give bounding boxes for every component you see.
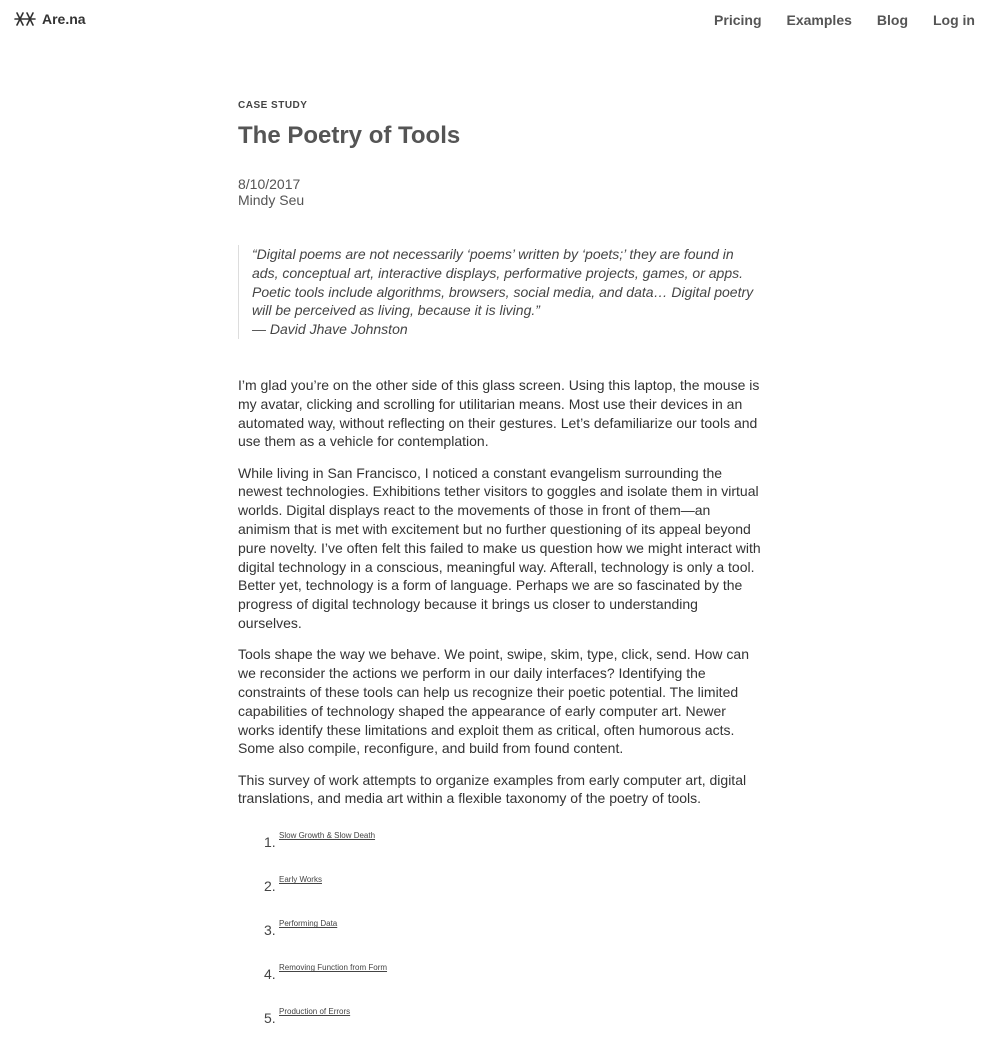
toc-link-performing-data[interactable]: Performing Data xyxy=(279,919,338,929)
article-date: 8/10/2017 xyxy=(238,176,301,192)
nav-examples-link[interactable]: Examples xyxy=(786,12,852,28)
toc-link-early-works[interactable]: Early Works xyxy=(279,875,322,885)
article-body xyxy=(238,376,762,808)
arena-logo-icon xyxy=(14,11,36,27)
nav-blog-link[interactable]: Blog xyxy=(876,12,908,28)
body-paragraph: This survey of work attempts to organize examples from early computer art, digital translations, and media art within a flexible taxonomy of the poetry of tools. xyxy=(238,771,747,807)
article-eyebrow: CASE STUDY xyxy=(238,100,308,111)
table-of-contents xyxy=(238,831,762,1051)
article-title: The Poetry of Tools xyxy=(238,122,461,149)
toc-number: 2. xyxy=(264,878,276,895)
epigraph-quote xyxy=(238,245,762,339)
toc-item xyxy=(264,875,762,919)
toc-item xyxy=(264,963,762,1007)
toc-item xyxy=(264,1007,762,1051)
nav-pricing-link[interactable]: Pricing xyxy=(714,12,762,28)
quote-text: “Digital poems are not necessarily ‘poems’ written by ‘poets;’ they are found in ads, conceptual art, interactive displays, performative projects, games, or apps. Poetic tools include algorithms, browsers, social media, and data… Digital poetry will be perceived as living, because it is living.” xyxy=(252,246,754,319)
toc-number: 4. xyxy=(264,966,276,983)
main-nav xyxy=(689,12,975,28)
toc-link-slow-growth[interactable]: Slow Growth & Slow Death xyxy=(279,831,376,841)
toc-number: 3. xyxy=(264,922,276,939)
brand-home-link[interactable] xyxy=(14,11,86,27)
toc-item xyxy=(264,831,762,875)
body-paragraph: Tools shape the way we behave. We point, swipe, skim, type, click, send. How can we reconsider the actions we perform in our daily interfaces? Identifying the constraints of these tools can help us recognize their poetic potential. The limited capabilities of technology shaped the appearance of early computer art. Newer works identify these limitations and exploit them as critical, often humorous acts. Some also compile, reconfigure, and build from found content. xyxy=(238,646,749,757)
article-author: Mindy Seu xyxy=(238,192,305,208)
toc-item xyxy=(264,919,762,963)
toc-number: 1. xyxy=(264,834,276,851)
article-meta xyxy=(238,176,762,208)
brand-name: Are.na xyxy=(42,11,86,27)
body-paragraph: I’m glad you’re on the other side of this glass screen. Using this laptop, the mouse is my avatar, clicking and scrolling for utilitarian means. Most use their devices in an automated way, without reflecting on their gestures. Let’s defamiliarize our tools and use them as a vehicle for contemplation. xyxy=(238,376,760,450)
nav-login-link[interactable]: Log in xyxy=(933,12,975,28)
article xyxy=(238,100,762,1051)
body-paragraph: While living in San Francisco, I noticed a constant evangelism surrounding the newest technologies. Exhibitions tether visitors to goggles and isolate them in virtual worlds. Digital displays react to the movements of those in front of them—an animism that is met with excitement but no further questioning of its appeal beyond pure novelty. I’ve often felt this failed to make us question how we might interact with digital technology in a conscious, meaningful way. Afterall, technology is only a tool. Better yet, technology is a form of language. Perhaps we are so fascinated by the progress of digital technology because it brings us closer to understanding ourselves. xyxy=(238,464,761,632)
quote-attribution: — David Jhave Johnston xyxy=(252,321,408,338)
toc-number: 5. xyxy=(264,1010,276,1027)
toc-link-production-errors[interactable]: Production of Errors xyxy=(279,1007,351,1017)
toc-link-removing-function[interactable]: Removing Function from Form xyxy=(279,963,388,973)
top-navigation xyxy=(0,0,1000,40)
